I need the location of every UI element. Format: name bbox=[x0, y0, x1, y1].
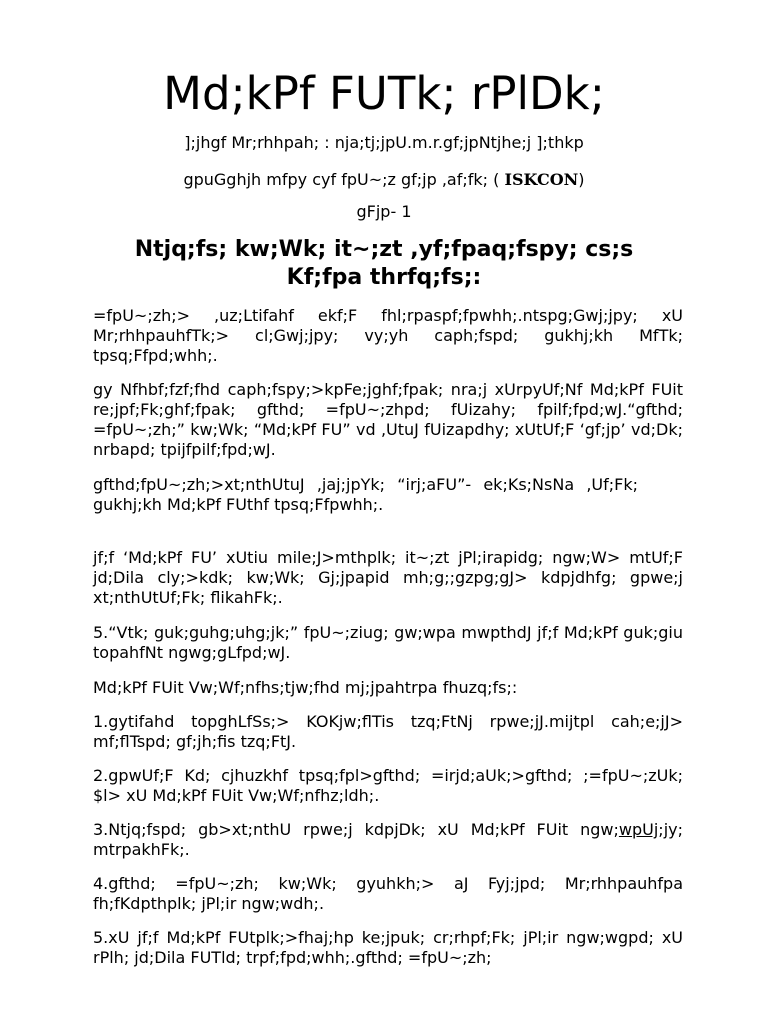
paragraph-6: Md;kPf FUit Vw;Wf;nfhs;tjw;fhd mj;jpahtrpa fhuzq;fs;: bbox=[93, 678, 518, 697]
translator-close: ) bbox=[578, 170, 585, 189]
paragraph-9-text-b: ;jy; mtrpakhFk;. bbox=[93, 820, 683, 859]
paragraph-9-underlined: wpUj bbox=[618, 820, 659, 839]
paragraph-10: 4.gfthd; =fpU~;zh; kw;Wk; gyuhkh;> aJ Fyj;jpd; Mr;rhhpauhfpa fh;fKdpthplk; jPl;ir ngw;wdh;. bbox=[93, 874, 683, 913]
translator-line bbox=[0, 170, 768, 190]
document-subtitle: ];jhgf Mr;rhhpah; : nja;tj;jpU.m.r.gf;jpNtjhe;j ];thkp bbox=[184, 133, 584, 152]
paragraph-5: 5.“Vtk; guk;guhg;uhg;jk;” fpU~;ziug; gw;wpa mwpthdJ jf;f Md;kPf guk;giu topahfNt ngwg;gLfpd;wJ. bbox=[93, 623, 683, 662]
part-label: gFjp- 1 bbox=[356, 202, 412, 221]
paragraph-11: 5.xU jf;f Md;kPf FUtplk;>fhaj;hp ke;jpuk; cr;rhpf;Fk; jPl;ir ngw;wgpd; xU rPlh; jd;Dila FUTld; trpf;fpd;whh;.gfthd; =fpU~;zh; bbox=[93, 928, 683, 967]
translator-text: gpuGghjh mfpy cyf fpU~;z gf;jp ,af;fk; ( bbox=[183, 170, 500, 189]
paragraph-2: gy Nfhbf;fzf;fhd caph;fspy;>kpFe;jghf;fpak; nra;j xUrpyUf;Nf Md;kPf FUit re;jpf;Fk;ghf;fpak; gfthd; =fpU~;zhpd; fUizahy; fpilf;fpd;wJ.“gfthd; =fpU~;zh;” kw;Wk; “Md;kPf FU” vd ,UtuJ fUizapdhy; xUtUf;F ‘gf;jp’ vd;Dk; nrbapd; tpijfpilf;fpd;wJ. bbox=[93, 380, 683, 459]
paragraph-7: 1.gytifahd topghLfSs;> KOKjw;flTis tzq;FtNj rpwe;jJ.mijtpl cah;e;jJ> mf;flTspd; gf;jh;fis tzq;FtJ. bbox=[93, 712, 683, 751]
chapter-heading bbox=[90, 236, 678, 292]
chapter-heading-line1: Ntjq;fs; kw;Wk; it~;zt ,yf;fpaq;fspy; cs;s bbox=[134, 237, 634, 262]
translator-org: ISKCON bbox=[504, 170, 579, 189]
chapter-heading-line2: Kf;fpa thrfq;fs;: bbox=[286, 265, 482, 290]
paragraph-9 bbox=[93, 820, 683, 860]
document-title: Md;kPf FUTk; rPlDk; bbox=[163, 67, 605, 120]
paragraph-3: gfthd;fpU~;zh;>xt;nthUtuJ ,jaj;jpYk; “irj;aFU”- ek;Ks;NsNa ,Uf;Fk; gukhj;kh Md;kPf FUthf tpsq;Ffpwhh;. bbox=[93, 475, 638, 514]
paragraph-4: jf;f ‘Md;kPf FU’ xUtiu mile;J>mthplk; it~;zt jPl;irapidg; ngw;W> mtUf;F jd;Dila cly;>kdk; kw;Wk; Gj;jpapid mh;g;;gzpg;gJ> kdpjdhfg; gpwe;j xt;nthUtUf;Fk; flikahFk;. bbox=[93, 548, 683, 607]
paragraph-8: 2.gpwUf;F Kd; cjhuzkhf tpsq;fpl>gfthd; =irjd;aUk;>gfthd; ;=fpU~;zUk; $l> xU Md;kPf FUit Vw;Wf;nfhz;ldh;. bbox=[93, 766, 683, 805]
paragraph-9-text-a: 3.Ntjq;fspd; gb>xt;nthU rpwe;j kdpjDk; xU Md;kPf FUit ngw; bbox=[93, 820, 619, 839]
paragraph-1: =fpU~;zh;> ,uz;Ltifahf ekf;F fhl;rpaspf;fpwhh;.ntspg;Gwj;jpy; xU Mr;rhhpauhfTk;> cl;Gwj;jpy; vy;yh caph;fspd; gukhj;kh MfTk; tpsq;Ffpd;whh;. bbox=[93, 306, 683, 365]
